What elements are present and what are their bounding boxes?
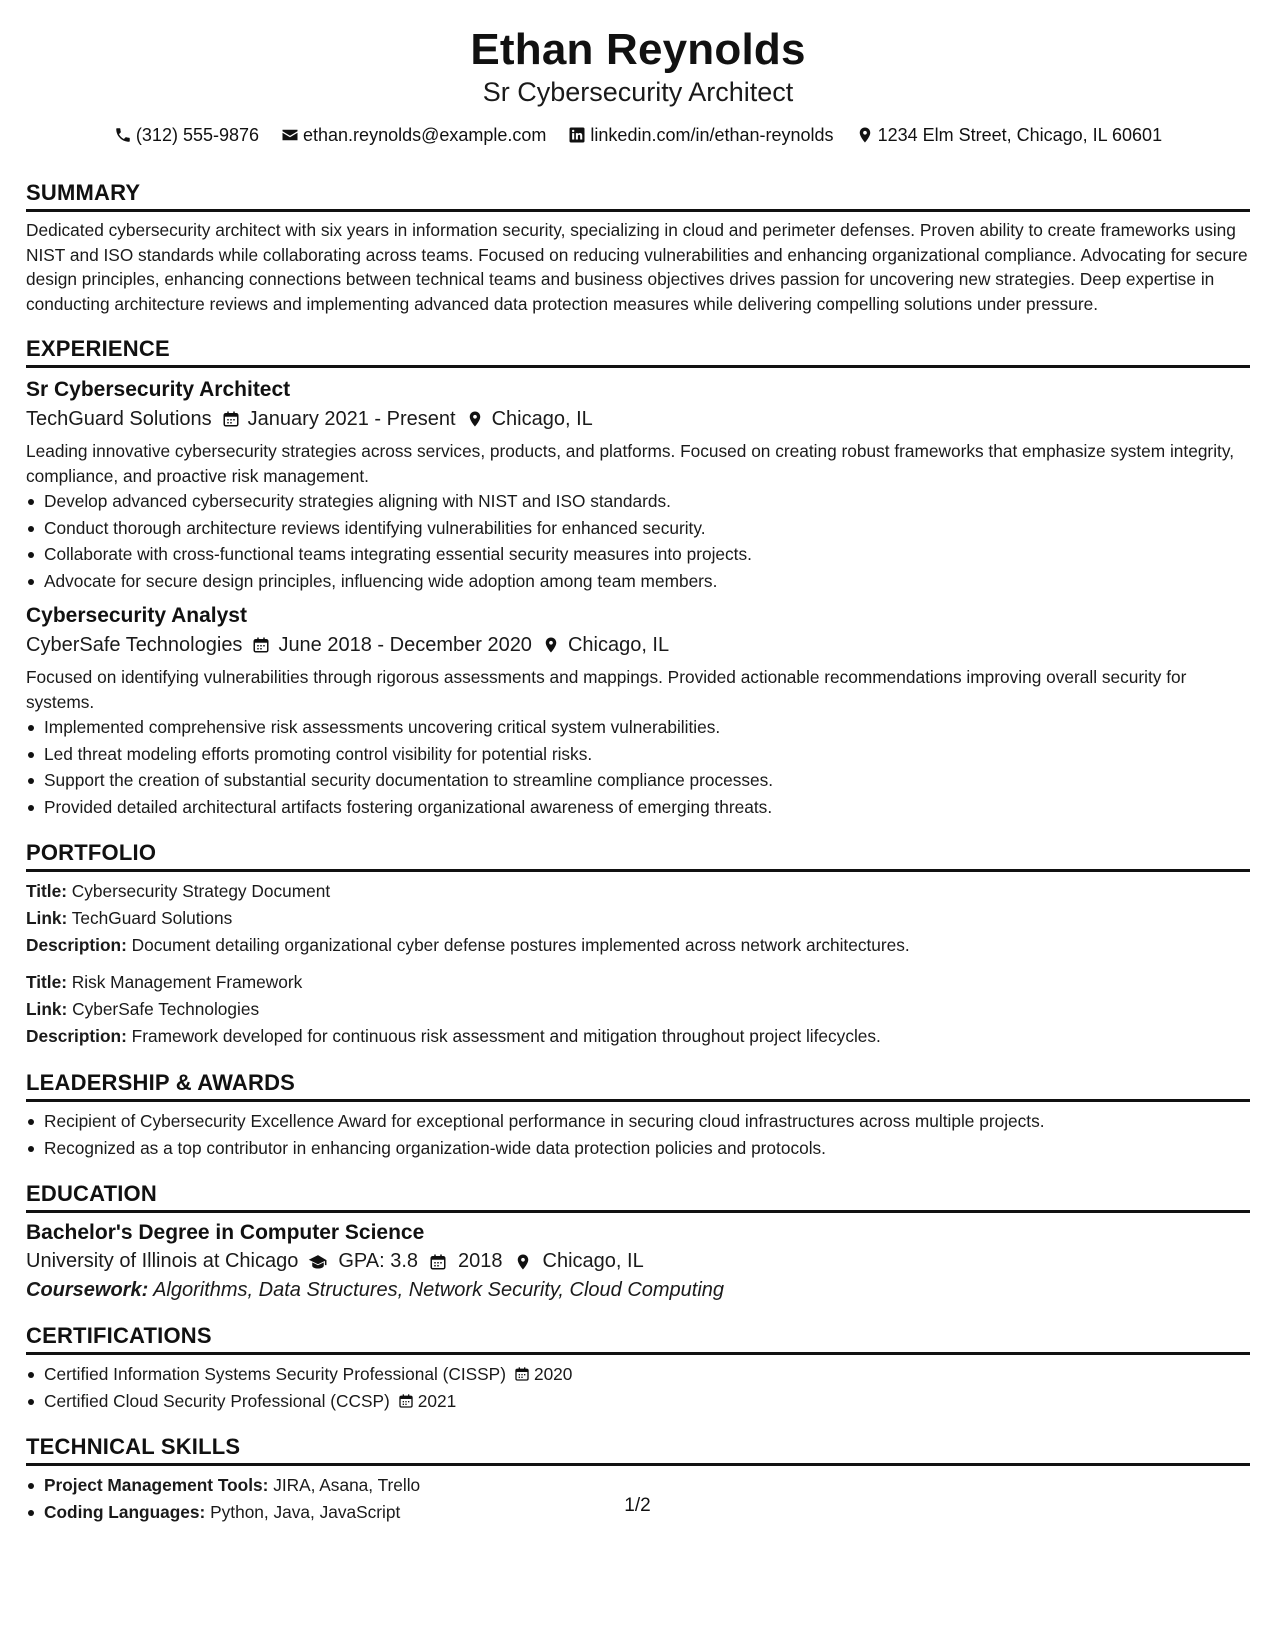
phone-text: (312) 555-9876 bbox=[135, 125, 260, 145]
job-title: Cybersecurity Analyst bbox=[26, 604, 247, 627]
education-meta bbox=[26, 1247, 1250, 1276]
skills-heading: TECHNICAL SKILLS bbox=[26, 1434, 1250, 1466]
cert-name: Certified Information Systems Security Professional (CISSP) bbox=[44, 1364, 506, 1384]
contact-email[interactable] bbox=[281, 124, 546, 146]
envelope-icon bbox=[281, 126, 299, 144]
field-label: Description: bbox=[26, 935, 127, 955]
calendar-icon bbox=[514, 1366, 530, 1382]
portfolio-item bbox=[26, 878, 1250, 959]
list-item bbox=[44, 1361, 1250, 1388]
list-item: Develop advanced cybersecurity strategies aligning with NIST and ISO standards. bbox=[44, 488, 1250, 515]
calendar-icon bbox=[398, 1393, 414, 1409]
education-section bbox=[26, 1181, 1250, 1305]
job-dates-text: June 2018 - December 2020 bbox=[278, 634, 532, 656]
job-dates bbox=[222, 405, 456, 433]
list-item bbox=[44, 1388, 1250, 1415]
coursework-label: Coursework: bbox=[26, 1279, 149, 1301]
summary-section bbox=[26, 180, 1250, 316]
skill-value: Python, Java, JavaScript bbox=[210, 1501, 401, 1522]
skill-value: JIRA, Asana, Trello bbox=[273, 1475, 421, 1495]
map-pin-icon bbox=[466, 410, 484, 428]
summary-heading: SUMMARY bbox=[26, 180, 1250, 212]
education-location: Chicago, IL bbox=[542, 1250, 644, 1272]
job-bullets bbox=[26, 488, 1250, 594]
linkedin-icon bbox=[568, 126, 586, 144]
coursework-text: Algorithms, Data Structures, Network Security, Cloud Computing bbox=[153, 1279, 725, 1301]
list-item: Support the creation of substantial security documentation to streamline compliance processes. bbox=[44, 767, 1250, 794]
contact-address bbox=[856, 124, 1163, 146]
job-meta bbox=[26, 631, 1250, 659]
awards-section bbox=[26, 1070, 1250, 1161]
coursework bbox=[26, 1276, 1250, 1305]
job-entry bbox=[26, 376, 1250, 594]
job-location-text: Chicago, IL bbox=[567, 634, 670, 656]
candidate-name: Ethan Reynolds bbox=[470, 25, 806, 74]
field-label: Description: bbox=[26, 1026, 127, 1046]
job-entry bbox=[26, 602, 1250, 820]
skill-label: Coding Languages: bbox=[44, 1501, 206, 1522]
portfolio-link[interactable]: TechGuard Solutions bbox=[71, 908, 233, 928]
linkedin-text: linkedin.com/in/ethan-reynolds bbox=[590, 125, 834, 145]
portfolio-item bbox=[26, 969, 1250, 1050]
experience-heading: EXPERIENCE bbox=[26, 336, 1250, 368]
list-item: Implemented comprehensive risk assessments uncovering critical system vulnerabilities. bbox=[44, 714, 1250, 741]
list-item: Collaborate with cross-functional teams integrating essential security measures into projects. bbox=[44, 541, 1250, 568]
cert-name: Certified Cloud Security Professional (CCSP) bbox=[44, 1390, 390, 1411]
job-dates-text: January 2021 - Present bbox=[247, 408, 456, 430]
map-pin-icon bbox=[856, 126, 874, 144]
list-item: Recipient of Cybersecurity Excellence Award for exceptional performance in securing cloud infrastructures across multiple projects. bbox=[44, 1108, 1250, 1135]
portfolio-description: Document detailing organizational cyber defense postures implemented across network architectures. bbox=[131, 935, 910, 955]
map-pin-icon bbox=[513, 1253, 533, 1271]
graduation-cap-icon bbox=[308, 1253, 328, 1271]
job-description: Focused on identifying vulnerabilities through rigorous assessments and mappings. Provided actionable recommendations improving overall security for systems. bbox=[26, 667, 1187, 712]
list-item: Advocate for secure design principles, influencing wide adoption among team members. bbox=[44, 568, 1250, 595]
portfolio-title: Risk Management Framework bbox=[71, 972, 303, 992]
awards-heading: LEADERSHIP & AWARDS bbox=[26, 1070, 1250, 1102]
field-label: Link: bbox=[26, 908, 68, 928]
certifications-list bbox=[26, 1361, 1250, 1414]
job-location bbox=[466, 405, 593, 433]
phone-icon bbox=[114, 126, 132, 144]
contact-bar bbox=[26, 124, 1250, 146]
skill-label: Project Management Tools: bbox=[44, 1475, 269, 1495]
field-label: Link: bbox=[26, 999, 68, 1019]
job-location-text: Chicago, IL bbox=[491, 408, 593, 430]
resume-page bbox=[26, 0, 1250, 1525]
candidate-headline: Sr Cybersecurity Architect bbox=[482, 77, 794, 107]
job-company: TechGuard Solutions bbox=[26, 408, 212, 430]
contact-phone[interactable] bbox=[114, 124, 259, 146]
job-description: Leading innovative cybersecurity strategies across services, products, and platforms. Focused on creating robust frameworks that emphasize system integrity, compliance, and proactive risk management. bbox=[26, 441, 1234, 486]
portfolio-section bbox=[26, 840, 1250, 1050]
degree-title: Bachelor's Degree in Computer Science bbox=[26, 1221, 425, 1244]
job-bullets bbox=[26, 714, 1250, 820]
email-text: ethan.reynolds@example.com bbox=[303, 125, 547, 145]
portfolio-link[interactable]: CyberSafe Technologies bbox=[72, 999, 260, 1019]
portfolio-title: Cybersecurity Strategy Document bbox=[71, 881, 331, 901]
list-item: Led threat modeling efforts promoting control visibility for potential risks. bbox=[44, 741, 1250, 768]
contact-linkedin[interactable] bbox=[568, 124, 833, 146]
certifications-heading: CERTIFICATIONS bbox=[26, 1323, 1250, 1355]
field-label: Title: bbox=[26, 881, 67, 901]
field-label: Title: bbox=[26, 972, 67, 992]
gpa-text: GPA: 3.8 bbox=[338, 1250, 419, 1272]
awards-list bbox=[26, 1108, 1250, 1161]
portfolio-heading: PORTFOLIO bbox=[26, 840, 1250, 872]
certifications-section bbox=[26, 1323, 1250, 1414]
page-number: 1/2 bbox=[624, 1495, 651, 1516]
experience-section bbox=[26, 336, 1250, 820]
address-text: 1234 Elm Street, Chicago, IL 60601 bbox=[877, 125, 1163, 145]
cert-year: 2020 bbox=[533, 1364, 573, 1384]
map-pin-icon bbox=[542, 636, 560, 654]
job-title: Sr Cybersecurity Architect bbox=[26, 378, 291, 401]
list-item: Provided detailed architectural artifacts fostering organizational awareness of emerging threats. bbox=[44, 794, 1250, 821]
calendar-icon bbox=[428, 1253, 448, 1271]
list-item: Conduct thorough architecture reviews identifying vulnerabilities for enhanced security. bbox=[44, 515, 1250, 542]
calendar-icon bbox=[252, 636, 270, 654]
job-location bbox=[542, 631, 669, 659]
school-name: University of Illinois at Chicago bbox=[26, 1250, 299, 1272]
cert-year: 2021 bbox=[417, 1390, 457, 1411]
job-meta bbox=[26, 405, 1250, 433]
portfolio-description: Framework developed for continuous risk assessment and mitigation throughout project lifecycles. bbox=[131, 1026, 881, 1046]
education-heading: EDUCATION bbox=[26, 1181, 1250, 1213]
job-company: CyberSafe Technologies bbox=[26, 634, 243, 656]
calendar-icon bbox=[222, 410, 240, 428]
list-item: Recognized as a top contributor in enhancing organization-wide data protection policies and protocols. bbox=[44, 1135, 1250, 1162]
summary-text: Dedicated cybersecurity architect with six years in information security, specializing in cloud and perimeter defenses. Proven ability to create frameworks using NIST and ISO standards while collaborating across teams. Focused on reducing vulnerabilities and enhancing organizational compliance. Advocating for secure design principles, enhancing connections between technical teams and business objectives drives passion for uncovering new strategies. Deep expertise in conducting architecture reviews and implementing advanced data protection measures while delivering compelling solutions under pressure. bbox=[26, 220, 1248, 314]
graduation-year: 2018 bbox=[458, 1250, 503, 1272]
job-dates bbox=[252, 631, 532, 659]
